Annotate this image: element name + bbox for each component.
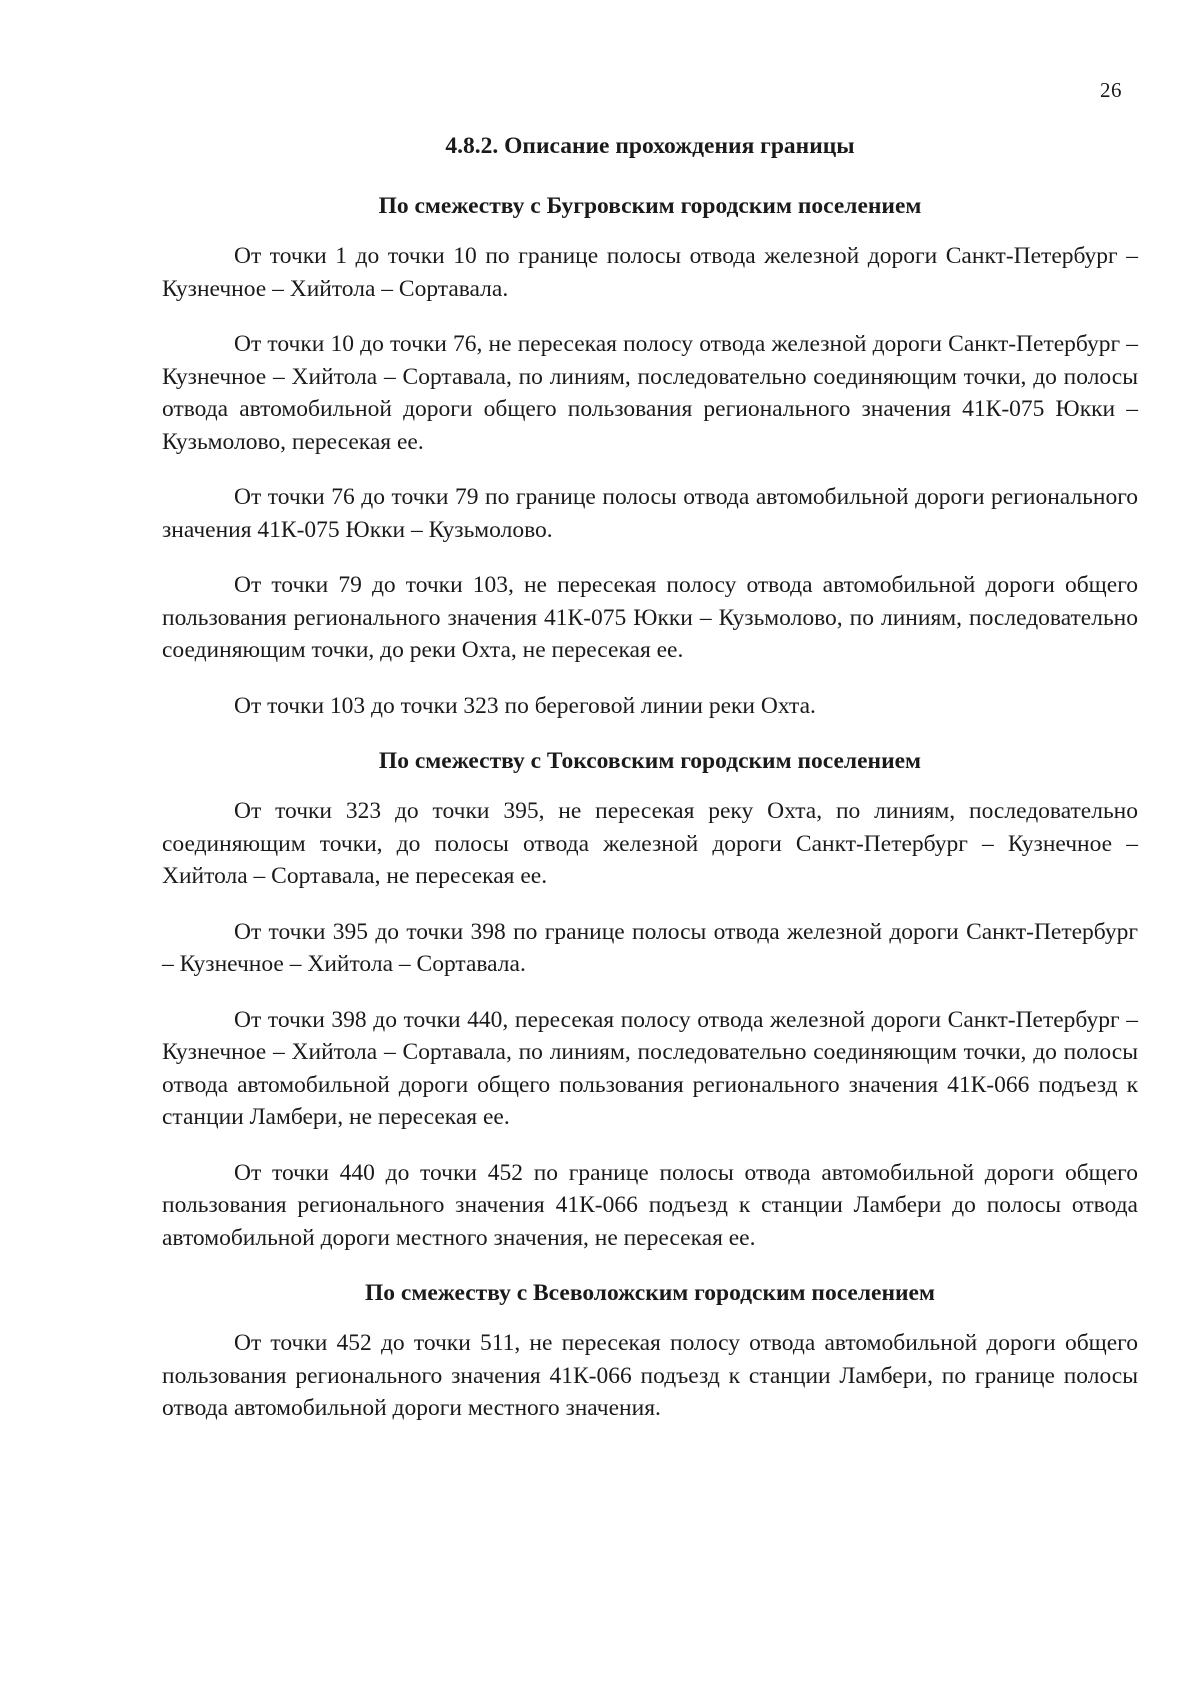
paragraph: От точки 440 до точки 452 по границе полосы отвода автомобильной дороги общего пользования регионального значения 41К-066 подъезд к станции Ламбери до полосы отвода автомобильной дороги местного значения, не пересекая ее. [162, 1159, 1138, 1251]
page-number: 26 [1100, 78, 1122, 102]
paragraph: От точки 398 до точки 440, пересекая полосу отвода железной дороги Санкт-Петербург – Кузнечное – Хийтола – Сортавала, по линиям, последовательно соединяющим точки, до полосы отвода автомобильной дороги общего пользования регионального значения 41К-066 подъезд к станции Ламбери, не пересекая ее. [162, 1006, 1138, 1130]
block-vsevolozhskoe [162, 1277, 1138, 1425]
paragraph: От точки 452 до точки 511, не пересекая полосу отвода автомобильной дороги общего пользования регионального значения 41К-066 подъезд к станции Ламбери, по границе полосы отвода автомобильной дороги местного значения. [162, 1330, 1138, 1421]
block-heading: По смежеству с Токсовским городским поселением [378, 748, 922, 774]
paragraph: От точки 323 до точки 395, не пересекая реку Охта, по линиям, последовательно соединяющим точки, до полосы отвода железной дороги Санкт-Петербург – Кузнечное – Хийтола – Сортавала, не пересекая ее. [162, 798, 1138, 889]
block-toksovskoe [162, 745, 1138, 1254]
section-title: 4.8.2. Описание прохождения границы [445, 133, 855, 159]
block-heading: По смежеству с Бугровским городским поселением [378, 193, 922, 219]
block-heading: По смежеству с Всеволожским городским поселением [365, 1280, 935, 1306]
paragraph: От точки 10 до точки 76, не пересекая полосу отвода железной дороги Санкт-Петербург – Кузнечное – Хийтола – Сортавала, по линиям, последовательно соединяющим точки, до полосы отвода автомобильной дороги общего пользования регионального значения 41К-075 Юкки – Кузьмолово, пересекая ее. [162, 331, 1138, 455]
paragraph: От точки 395 до точки 398 по границе полосы отвода железной дороги Санкт-Петербург – Кузнечное – Хийтола – Сортавала. [162, 918, 1138, 977]
paragraph: От точки 79 до точки 103, не пересекая полосу отвода автомобильной дороги общего пользования регионального значения 41К-075 Юкки – Кузьмолово, по линиям, последовательно соединяющим точки, до реки Охта, не пересекая ее. [162, 572, 1138, 663]
block-bugrovskoe [162, 190, 1138, 722]
paragraph: От точки 76 до точки 79 по границе полосы отвода автомобильной дороги регионального значения 41К-075 Юкки – Кузьмолово. [162, 484, 1138, 543]
paragraph: От точки 1 до точки 10 по границе полосы отвода железной дороги Санкт-Петербург – Кузнечное – Хийтола – Сортавала. [162, 243, 1138, 302]
paragraph: От точки 103 до точки 323 по береговой линии реки Охта. [234, 692, 816, 719]
document-body [162, 130, 1138, 1448]
